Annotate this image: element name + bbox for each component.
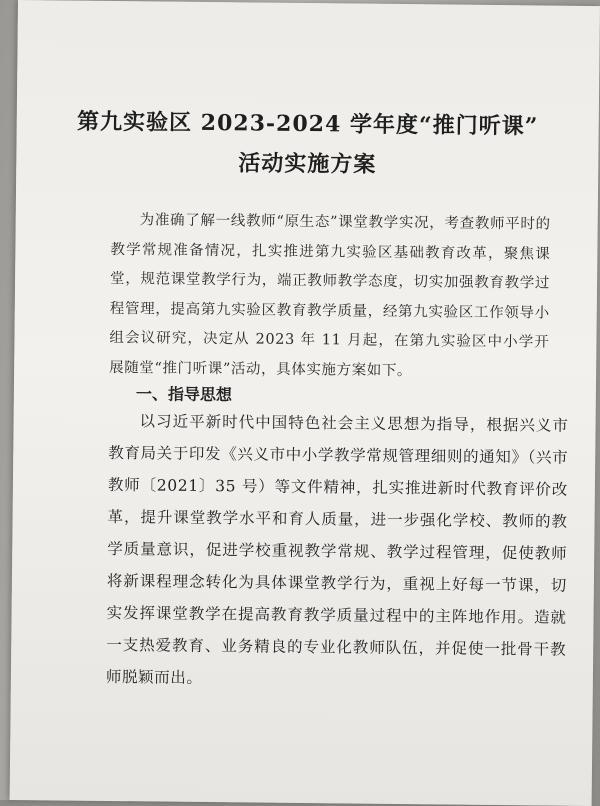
intro-paragraph: 为准确了解一线教师“原生态”课堂教学实况，考查教师平时的教学常规准备情况，扎实推进第九实验区基础教育改革，聚焦课堂，规范课堂教学行为，端正教师教学态度，切实加强教育教学过程管理，提高第九实验区教育教学质量，经第九实验区工作领导小组会议研究，决定从 2023 年 11 月起，在第九实验区中小学开展随堂“推门听课”活动，具体实施方案如下。 [109,212,551,379]
document-title-line-1: 第九实验区 2023-2024 学年度“推门听课” [76,108,539,140]
document-title-line-2: 活动实施方案 [238,150,377,178]
section-body-guiding-ideology: 以习近平新时代中国特色社会主义思想为指导，根据兴义市教育局关于印发《兴义市中小学教学常规管理细则的通知》（兴市教师〔2021〕35 号）等文件精神，扎实推进新时代教育评价改革，提升课堂教学水平和育人质量，进一步强化学校、教师的教学质量意识，促进学校重视教学常规、教学过程管理，促使教师将新课程理念转化为具体课堂教学行为，重视上好每一节课，切实发挥课堂教学在提高教育教学质量过程中的主阵地作用。造就一支热爱教育、业务精良的专业化教师队伍，并促使一批骨干教师脱颖而出。 [105,412,569,687]
paper-sheet [10,0,600,806]
section-heading-guiding-ideology: 一、指导思想 [135,384,232,405]
